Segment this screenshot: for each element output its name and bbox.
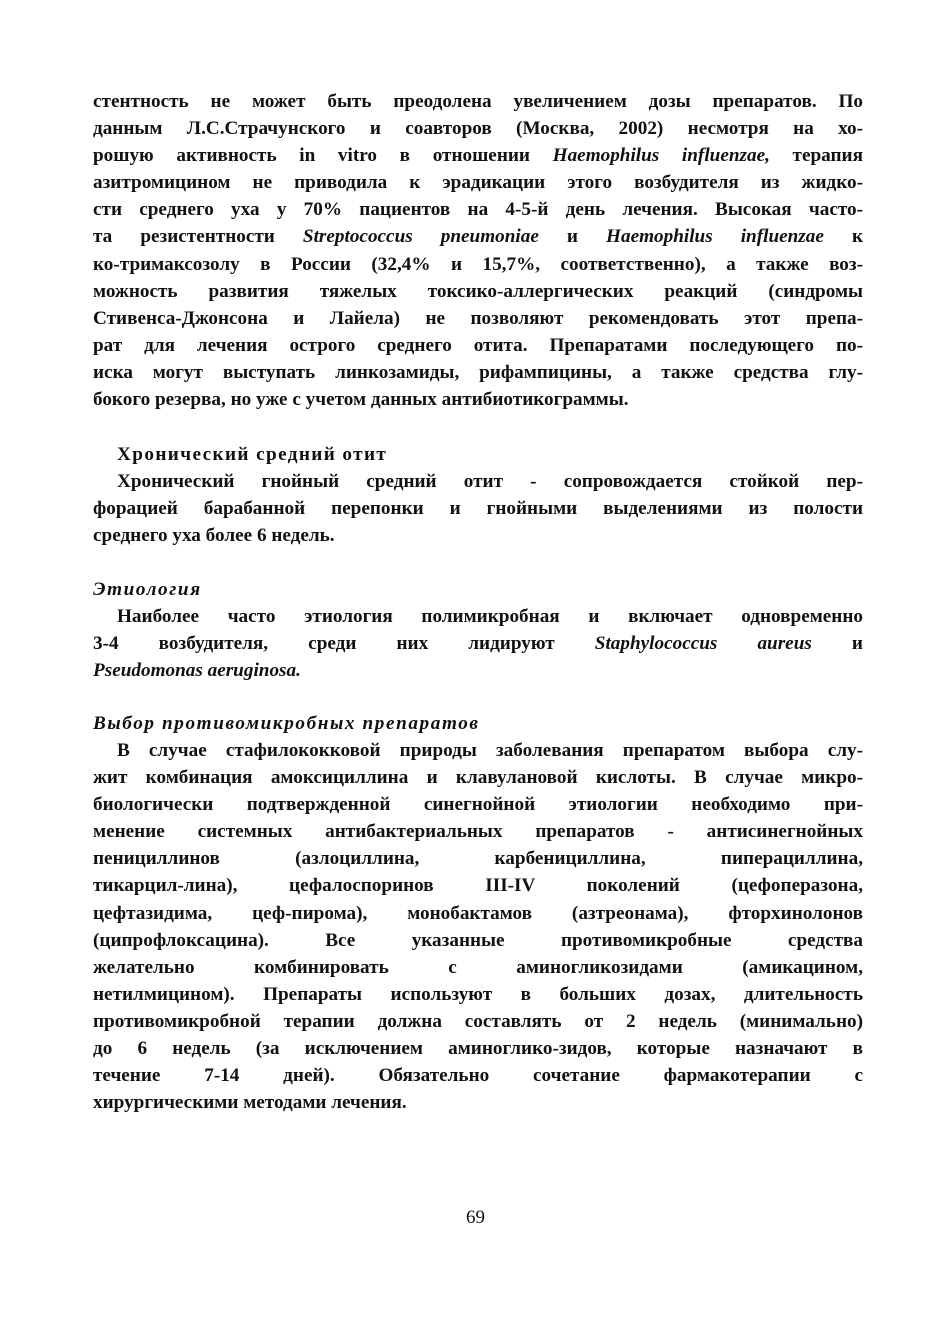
section-heading: Выбор противомикробных препаратов xyxy=(93,712,480,734)
text-line: противомикробной терапии должна составлять от 2 недель (минимально) xyxy=(93,1010,863,1032)
species-name: Streptococcus pneumoniae xyxy=(302,226,539,248)
species-name: Haemophilus influenzae xyxy=(606,226,824,248)
text-line: бокого резерва, но уже с учетом данных антибиотикограммы. xyxy=(93,389,629,411)
text-line: тикарцил-лина), цефалоспоринов III-IV поколений (цефоперазона, xyxy=(93,875,863,897)
text-line: жит комбинация амоксициллина и клавулановой кислоты. В случае микро- xyxy=(93,767,863,789)
section-antimicrobial-choice xyxy=(93,710,863,1116)
text-line: азитромицином не приводила к эрадикации этого возбудителя из жидко- xyxy=(93,172,863,194)
text-line: цефтазидима, цеф-пирома), монобактамов (азтреонама), фторхинолонов xyxy=(93,902,863,924)
section-etiology xyxy=(93,576,863,684)
text-line: среднего уха более 6 недель. xyxy=(93,525,335,547)
text-line: форацией барабанной перепонки и гнойными выделениями из полости xyxy=(93,498,863,520)
text-line: сти среднего уха у 70% пациентов на 4-5-й день лечения. Высокая часто- xyxy=(93,199,863,221)
text-line: до 6 недель (за исключением аминоглико-зидов, которые назначают в xyxy=(93,1038,863,1059)
text-line: менение системных антибактериальных препаратов - антисинегнойных xyxy=(93,821,863,843)
section-chronic-otitis xyxy=(93,441,863,549)
text-line: В случае стафилококковой природы заболевания препаратом выбора слу- xyxy=(117,739,863,761)
text-line: течение 7-14 дней). Обязательно сочетание фармакотерапии с xyxy=(93,1065,863,1087)
species-name: Haemophilus influenzae, xyxy=(552,145,770,167)
text-line: Стивенса-Джонсона и Лайела) не позволяют рекомендовать этот препа- xyxy=(93,307,863,329)
text-line: рат для лечения острого среднего отита. Препаратами последующего по- xyxy=(93,334,863,356)
text-line: пенициллинов (азлоциллина, карбенициллина, пиперациллина, xyxy=(93,848,863,870)
text-line: 3-4 возбудителя, среди них лидируют Staphylococcus aureus и xyxy=(93,632,863,654)
text-line: данным Л.С.Страчунского и соавторов (Москва, 2002) несмотря на хо- xyxy=(93,118,863,140)
text-line: (ципрофлоксацина). Все указанные противомикробные средства xyxy=(93,929,863,951)
text-line: иска могут выступать линкозамиды, рифампицины, а также средства глу- xyxy=(93,361,863,383)
text-line: рошую активность in vitro в отношении Haemophilus influenzae, терапия xyxy=(93,145,863,167)
species-name: Staphylococcus aureus xyxy=(594,632,812,654)
text-line: биологически подтвержденной синегнойной этиологии необходимо при- xyxy=(93,794,863,816)
section-heading: Хронический средний отит xyxy=(117,444,388,466)
text-line: стентность не может быть преодолена увеличением дозы препаратов. По xyxy=(93,91,863,112)
text-line: та резистентности Streptococcus pneumoniae и Haemophilus influenzae к xyxy=(93,226,864,248)
text-line: Наиболее часто этиология полимикробная и включает одновременно xyxy=(117,605,863,627)
text-line: желательно комбинировать с аминогликозидами (амикацином, xyxy=(93,956,863,978)
text-line: хирургическими методами лечения. xyxy=(93,1092,407,1114)
text-line: нетилмицином). Препараты используют в больших дозах, длительность xyxy=(93,983,863,1005)
page-number: 69 xyxy=(466,1207,485,1228)
page-body xyxy=(93,88,863,1116)
text-line xyxy=(93,657,863,684)
species-name: Pseudomonas aeruginosa. xyxy=(93,659,301,681)
text-line: Хронический гнойный средний отит - сопровождается стойкой пер- xyxy=(117,471,863,493)
text-line: можность развития тяжелых токсико-аллергических реакций (синдромы xyxy=(93,280,863,302)
section-heading: Этиология xyxy=(93,578,202,600)
paragraph-resistance xyxy=(93,88,863,413)
text-line: ко-тримаксозолу в России (32,4% и 15,7%, соответственно), а также воз- xyxy=(93,253,863,275)
